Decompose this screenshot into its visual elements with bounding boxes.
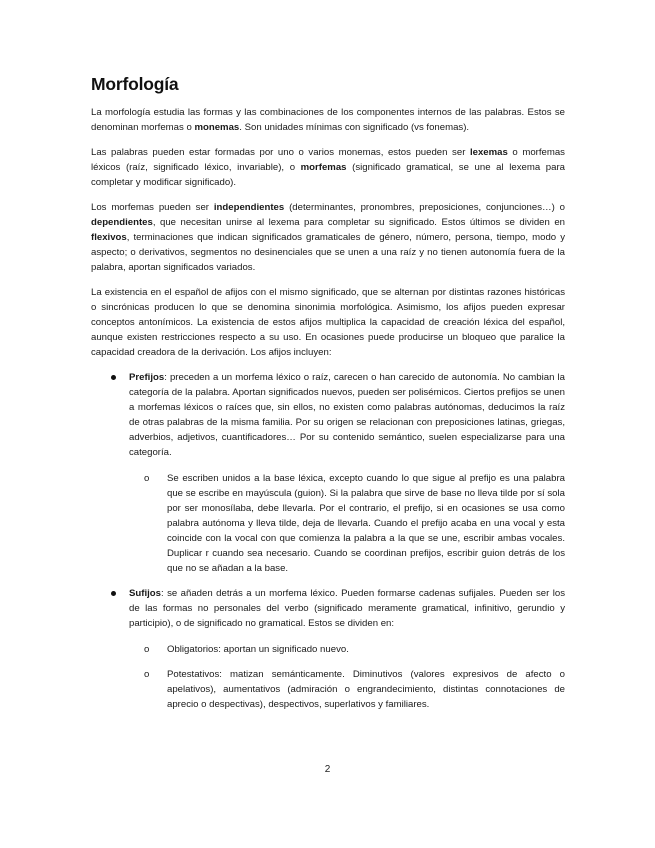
bold-term-lexemas: lexemas — [469, 147, 508, 158]
text: Potestativos: matizan semánticamente. Diminutivos (valores expresivos de afecto o apelativos), aumentativos (admiración o engrandecimiento, distintas connotaciones de aprecio o despectivas), despectivos, superlativos y familiares. — [167, 669, 565, 710]
text: : preceden a un morfema léxico o raíz, carecen o han carecido de autonomía. No cambian la categoría de la palabra. Aportan significados nuevos, pueden ser polisémicos. Ciertos prefijos se unen a morfemas léxicos o raíces que, sin ellos, no existen como palabras autónomas, deducimos la raíz de otras palabras de la misma familia. Por su origen se relacionan con preposiciones latinas, griegas, adverbios, adjetivos, cuantificadores… Por su contenido semántico, suelen especializarse para una categoría. — [129, 372, 565, 458]
text: Obligatorios: aportan un significado nuevo. — [167, 644, 349, 655]
bold-term-sufijos: Sufijos — [129, 588, 161, 599]
document-page — [91, 74, 565, 722]
text: , terminaciones que indican significados gramaticales de género, número, persona, tiempo, modo y aspecto; o derivativos, segmentos no desinenciales que se unen a una raíz y no tienen autonomía fuera de la palabra, aportan significados variados. — [91, 232, 565, 273]
text: o morfemas léxicos (raíz, significado léxico, invariable), o — [91, 147, 565, 173]
sublist-item — [129, 667, 565, 712]
bold-term-dependientes: dependientes — [91, 217, 153, 228]
bold-term-flexivos: flexivos — [91, 232, 127, 243]
circle-bullet-icon: o — [144, 473, 150, 484]
text: Los morfemas pueden ser — [91, 202, 214, 213]
circle-bullet-icon: o — [144, 669, 150, 680]
text: : se añaden detrás a un morfema léxico. Pueden formarse cadenas sufijales. Pueden ser los de las formas no personales del verbo (significado meramente gramatical, infinitivo, gerundio y participio), o de significado no gramatical. Estos se dividen en: — [129, 588, 565, 629]
bold-term-monemas: monemas — [194, 122, 240, 133]
circle-bullet-icon: o — [144, 644, 150, 655]
text: La morfología estudia las formas y las combinaciones de los componentes internos de las palabras. Estos se denominan morfemas o — [91, 107, 565, 133]
text: . Son unidades mínimas con significado (vs fonemas). — [239, 122, 470, 133]
bold-term-morfemas: morfemas — [300, 162, 347, 173]
sufijos-sublist — [129, 642, 565, 712]
list-item-prefijos — [91, 370, 565, 576]
prefijos-sublist — [129, 471, 565, 576]
text: Las palabras pueden estar formadas por uno o varios monemas, estos pueden ser — [91, 147, 470, 158]
paragraph-afijos: La existencia en el español de afijos con el mismo significado, que se alternan por distintas razones históricas o sincrónicas producen lo que se denomina sinonimia morfológica. Asimismo, los afijos pueden expresar conceptos antonímicos. La existencia de estos afijos multiplica la capacidad de creación léxica del español, aunque existen restricciones respecto a su uso. En ocasiones puede producirse un bloqueo que paralice la capacidad creadora de la derivación. Los afijos incluyen: — [91, 287, 565, 358]
bullet-icon — [111, 591, 116, 596]
bold-term-prefijos: Prefijos — [129, 372, 165, 383]
text: Se escriben unidos a la base léxica, excepto cuando lo que sigue al prefijo es una palabra que se escribe en mayúscula (guion). Si la palabra que sirve de base no lleva tilde por sí sola por ser monosílaba, debe llevarla. Por el contrario, el prefijo, si en ocasiones se usa como palabra autónoma y lleva tilde, deja de llevarla. Cuando el prefijo acaba en una vocal y esta coincide con la vocal con que comienza la palabra a la que se une, escribir ambas vocales. Duplicar r cuando sea necesario. Cuando se coordinan prefijos, escribir guion detrás de los que no se añadan a la base. — [167, 473, 565, 574]
sublist-item — [129, 642, 565, 657]
bold-term-independientes: independientes — [213, 202, 285, 213]
paragraph-morfemas — [91, 200, 565, 275]
text: , que necesitan unirse al lexema para completar su significado. Estos últimos se dividen en — [152, 217, 565, 228]
sublist-item — [129, 471, 565, 576]
page-number: 2 — [324, 764, 331, 775]
list-item-sufijos — [91, 586, 565, 712]
text: (significado gramatical, se une al lexema para completar y modificar significado). — [91, 162, 565, 188]
paragraph-definition — [91, 105, 565, 135]
text: (determinantes, pronombres, preposiciones, conjunciones…) o — [284, 202, 565, 213]
afijos-list — [91, 370, 565, 712]
page-title: Morfología — [91, 74, 179, 94]
bullet-icon — [111, 375, 116, 380]
paragraph-monemas — [91, 145, 565, 190]
